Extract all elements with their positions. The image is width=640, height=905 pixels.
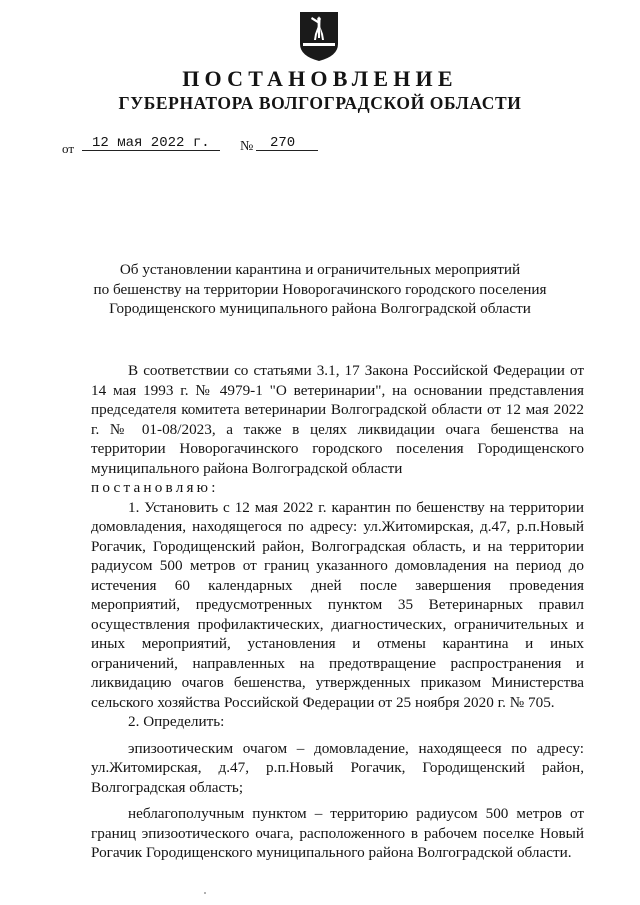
document-subject-line: по бешенству на территории Новорогачинского городского поселения <box>93 280 547 298</box>
issuer-heading: ГУБЕРНАТОРА ВОЛГОГРАДСКОЙ ОБЛАСТИ <box>118 93 522 113</box>
scan-speck <box>204 892 206 894</box>
definition-area-paragraph: неблагополучным пунктом – территорию радиусом 500 метров от границ эпизоотического очага, расположенного в рабочем поселке Новый Рогачик Городищенского муниципального района Волгоградской области. <box>91 805 584 861</box>
document-subject-line: Городищенского муниципального района Волгоградской области <box>109 300 531 317</box>
item-2-paragraph: 2. Определить: <box>128 713 225 730</box>
document-date: 12 мая 2022 г. <box>92 135 210 151</box>
number-label: № <box>240 139 254 154</box>
document-subject-line: Об установлении карантина и ограничительных мероприятий <box>119 261 521 278</box>
from-label: от <box>62 141 75 156</box>
definition-focus-paragraph: эпизоотическим очагом – домовладение, находящееся по адресу: ул.Житомирская, д.47, р.п.Новый Рогачик, Городищенский район, Волгоградская область; <box>91 739 584 796</box>
resolve-line: постановляю: <box>91 479 219 496</box>
coat-of-arms-icon <box>298 10 340 62</box>
date-number-line <box>62 133 362 157</box>
item-1-paragraph: 1. Установить с 12 мая 2022 г. карантин по бешенству на территории домовладения, находящегося по адресу: ул.Житомирская, д.47, р.п.Новый Рогачик, Городищенский район, Волгоградская область, и на территории радиусом 500 метров от границ указанного домовладения на период до истечения 60 календарных дней после завершения проведения мероприятий, предусмотренных пунктом 35 Ветеринарных правил осуществления профилактических, диагностических, ограничительных и иных мероприятий, установления и отмены карантина и иных ограничений, направленных на предотвращение распространения и ликвидацию очагов бешенства, утвержденных приказом Министерства сельского хозяйства Российской Федерации от 25 ноября 2020 г. № 705. <box>91 498 584 711</box>
document-type-heading: ПОСТАНОВЛЕНИЕ <box>182 66 458 91</box>
document-subject <box>0 260 640 319</box>
preamble-paragraph: В соответствии со статьями 3.1, 17 Закона Российской Федерации от 14 мая 1993 г. № 4979-1 "О ветеринарии", на основании представления председателя комитета ветеринарии Волгоградской области от 12 мая 2022 г. № 01-08/2023, а также в целях ликвидации очага бешенства на территории Новорогачинского городского поселения Городищенского муниципального района Волгоградской области <box>91 362 584 477</box>
document-number: 270 <box>270 135 296 151</box>
document-body <box>91 361 584 863</box>
